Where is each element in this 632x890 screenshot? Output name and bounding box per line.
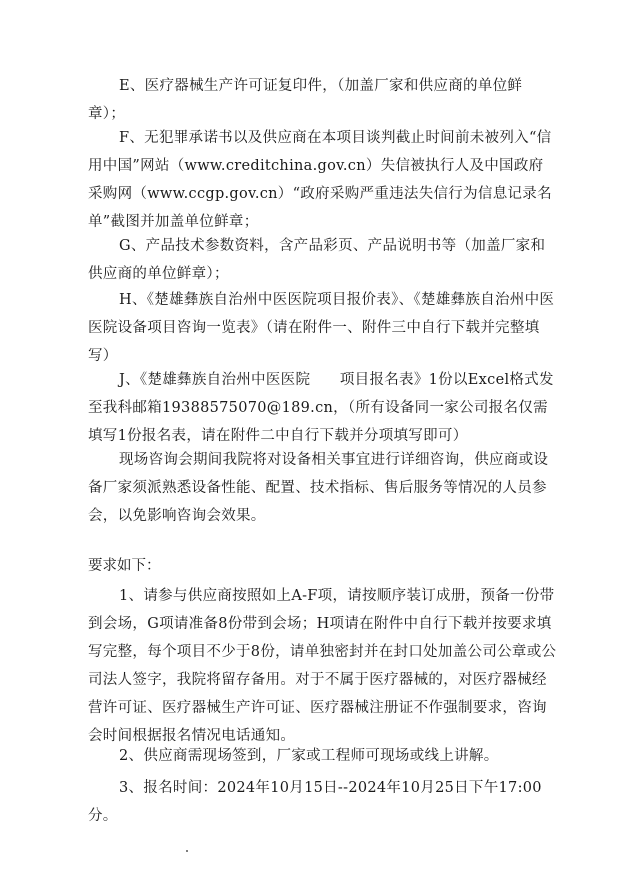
item-e: E、医疗器械生产许可证复印件，（加盖厂家和供应商的单位鲜章）； — [88, 78, 523, 122]
item-j: J、《楚雄彝族自治州中医医院 项目报名表》1份以Excel格式发至我科邮箱19388575070@189.cn，（所有设备同一家公司报名仅需填写1份报名表，请在附件二中自行下载并分项填写即可） — [88, 372, 554, 444]
requirement-1: 1、请参与供应商按照如上A-F项，请按顺序装订成册，预备一份带到会场，G项请准备8份带到会场；H项请在附件中自行下载并按要求填写完整，每个项目不少于8份，请单独密封并在封口处加盖公司公章或公司法人签字，我院将留存备用。对于不属于医疗器械的，对医疗器械经营许可证、医疗器械生产许可证、医疗器械注册证不作强制要求，咨询会时间根据报名情况电话通知。 — [88, 588, 557, 744]
requirements-heading: 要求如下： — [88, 558, 161, 574]
requirement-3: 3、报名时间：2024年10月15日--2024年10月25日下午17:00分。 — [88, 780, 542, 824]
scan-speck — [186, 850, 188, 852]
item-g: G、产品技术参数资料，含产品彩页、产品说明书等（加盖厂家和供应商的单位鲜章）； — [88, 238, 546, 282]
item-h: H、《楚雄彝族自治州中医医院项目报价表》、《楚雄彝族自治州中医医院设备项目咨询一览表》（请在附件一、附件三中自行下载并完整填写） — [88, 292, 555, 364]
consultation-paragraph: 现场咨询会期间我院将对设备相关事宜进行详细咨询，供应商或设备厂家须派熟悉设备性能、配置、技术指标、售后服务等情况的人员参会，以免影响咨询会效果。 — [88, 452, 549, 524]
requirement-2: 2、供应商需现场签到，厂家或工程师可现场或线上讲解。 — [119, 748, 499, 764]
item-f: F、无犯罪承诺书以及供应商在本项目谈判截止时间前未被列入“信用中国”网站（www.creditchina.gov.cn）失信被执行人及中国政府采购网（www.ccgp.gov.cn）“政府采购严重违法失信行为信息记录名单”截图并加盖单位鲜章； — [88, 130, 552, 230]
